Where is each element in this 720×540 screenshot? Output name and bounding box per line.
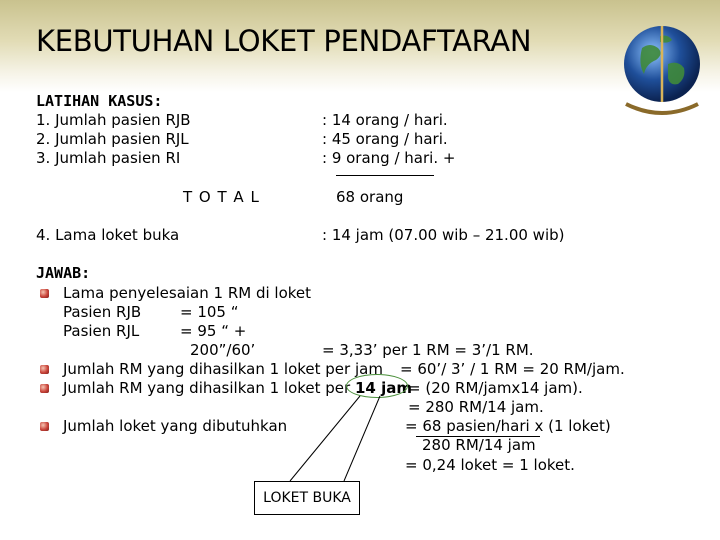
latihan-item-1-value: : 14 orang / hari. bbox=[322, 111, 448, 129]
callout-loket-buka: LOKET BUKA bbox=[254, 481, 360, 515]
total-label: T O T A L bbox=[183, 188, 260, 206]
jawab-line-4: Jumlah loket yang dibutuhkan bbox=[63, 417, 288, 435]
rjl-value: = 95 “ + bbox=[180, 322, 247, 340]
rjb-label: Pasien RJB bbox=[63, 303, 142, 321]
latihan-item-1-label: 1. Jumlah pasien RJB bbox=[36, 111, 191, 129]
jawab-line-3-result-2: = 280 RM/14 jam. bbox=[408, 398, 544, 416]
latihan-item-2-value: : 45 orang / hari. bbox=[322, 130, 448, 148]
jawab-line-3-result: = (20 RM/jamx14 jam). bbox=[408, 379, 583, 397]
sum-value: 200”/60’ bbox=[190, 341, 256, 359]
page-title: KEBUTUHAN LOKET PENDAFTARAN bbox=[36, 24, 532, 58]
loket-value: : 14 jam (07.00 wib – 21.00 wib) bbox=[322, 226, 565, 244]
jawab-line-4-result-3: = 0,24 loket = 1 loket. bbox=[405, 456, 575, 474]
latihan-heading: LATIHAN KASUS: bbox=[36, 92, 163, 110]
jawab-line-3-prefix: Jumlah RM yang dihasilkan 1 loket per bbox=[63, 379, 355, 397]
jawab-line-1: Lama penyelesaian 1 RM di loket bbox=[63, 284, 312, 302]
jawab-line-2: Jumlah RM yang dihasilkan 1 loket per jam bbox=[63, 360, 383, 378]
loket-label: 4. Lama loket buka bbox=[36, 226, 180, 244]
jawab-heading: JAWAB: bbox=[36, 264, 91, 282]
jawab-line-4-result-2: 280 RM/14 jam bbox=[422, 436, 536, 454]
jawab-line-2-result: = 60’/ 3’ / 1 RM = 20 RM/jam. bbox=[400, 360, 625, 378]
latihan-item-2-label: 2. Jumlah pasien RJL bbox=[36, 130, 189, 148]
latihan-item-3-value: : 9 orang / hari. + bbox=[322, 149, 456, 167]
rjb-value: = 105 “ bbox=[180, 303, 239, 321]
jawab-line-4-result: = 68 pasien/hari x (1 loket) bbox=[405, 417, 611, 435]
total-value: 68 orang bbox=[336, 188, 404, 206]
latihan-item-3-label: 3. Jumlah pasien RI bbox=[36, 149, 181, 167]
highlight-14-jam: 14 jam bbox=[354, 379, 412, 397]
rjl-label: Pasien RJL bbox=[63, 322, 140, 340]
sum-result: = 3,33’ per 1 RM = 3’/1 RM. bbox=[322, 341, 534, 359]
